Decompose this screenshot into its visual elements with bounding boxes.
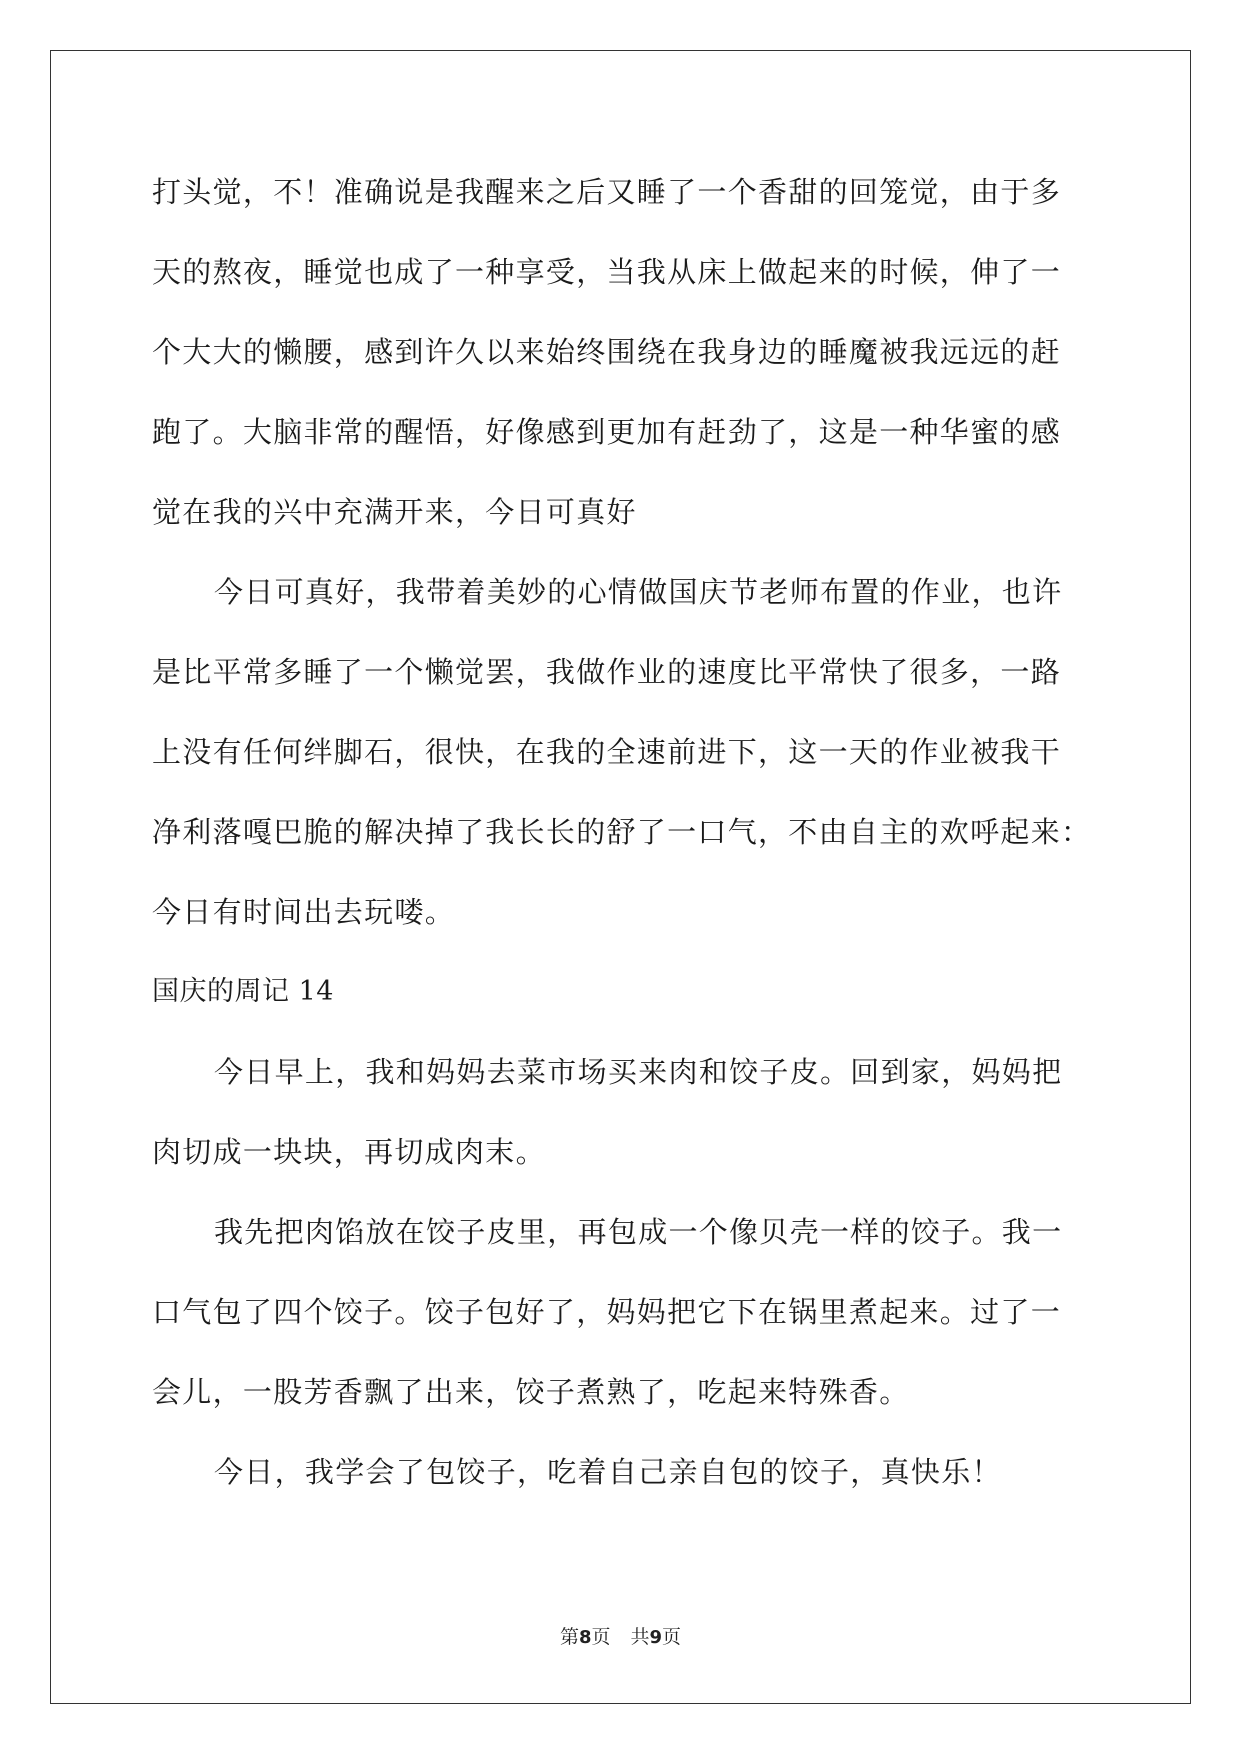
total-prefix: 共 — [630, 1626, 650, 1648]
paragraph-line: 是比平常多睡了一个懒觉罢，我做作业的速度比平常快了很多，一路 — [152, 655, 1062, 689]
paragraph-line: 今日，我学会了包饺子，吃着自己亲自包的饺子，真快乐！ — [214, 1455, 1002, 1489]
paragraph-line: 会儿，一股芳香飘了出来，饺子煮熟了，吃起来特殊香。 — [152, 1375, 910, 1409]
page-suffix: 页 — [591, 1626, 611, 1648]
paragraph-line: 打头觉，不！准确说是我醒来之后又睡了一个香甜的回笼觉，由于多 — [152, 175, 1062, 209]
section-heading: 国庆的周记 14 — [152, 976, 334, 1007]
paragraph-line: 我先把肉馅放在饺子皮里，再包成一个像贝壳一样的饺子。我一 — [214, 1215, 1063, 1249]
paragraph-line: 跑了。大脑非常的醒悟，好像感到更加有赶劲了，这是一种华蜜的感 — [152, 415, 1062, 449]
paragraph-line: 今日早上，我和妈妈去菜市场买来肉和饺子皮。回到家，妈妈把 — [214, 1055, 1063, 1089]
page-prefix: 第 — [559, 1626, 579, 1648]
paragraph-line: 口气包了四个饺子。饺子包好了，妈妈把它下在锅里煮起来。过了一 — [152, 1295, 1062, 1329]
paragraph-line: 觉在我的兴中充满开来，今日可真好 — [152, 495, 637, 529]
paragraph-line: 今日有时间出去玩喽。 — [152, 895, 456, 929]
total-suffix: 页 — [662, 1626, 682, 1648]
paragraph-line: 天的熬夜，睡觉也成了一种享受，当我从床上做起来的时候，伸了一 — [152, 255, 1062, 289]
paragraph-line: 上没有任何绊脚石，很快，在我的全速前进下，这一天的作业被我干 — [152, 735, 1062, 769]
total-page-number: 9 — [649, 1627, 663, 1648]
document-body — [152, 152, 1092, 1512]
paragraph-line: 肉切成一块块，再切成肉末。 — [152, 1135, 546, 1169]
current-page-number: 8 — [578, 1627, 592, 1648]
paragraph-line: 个大大的懒腰，感到许久以来始终围绕在我身边的睡魔被我远远的赶 — [152, 335, 1062, 369]
paragraph-line: 今日可真好，我带着美妙的心情做国庆节老师布置的作业，也许 — [214, 575, 1063, 609]
page-footer — [0, 1622, 1241, 1649]
paragraph-line: 净利落嘎巴脆的解决掉了我长长的舒了一口气，不由自主的欢呼起来： — [152, 815, 1092, 849]
